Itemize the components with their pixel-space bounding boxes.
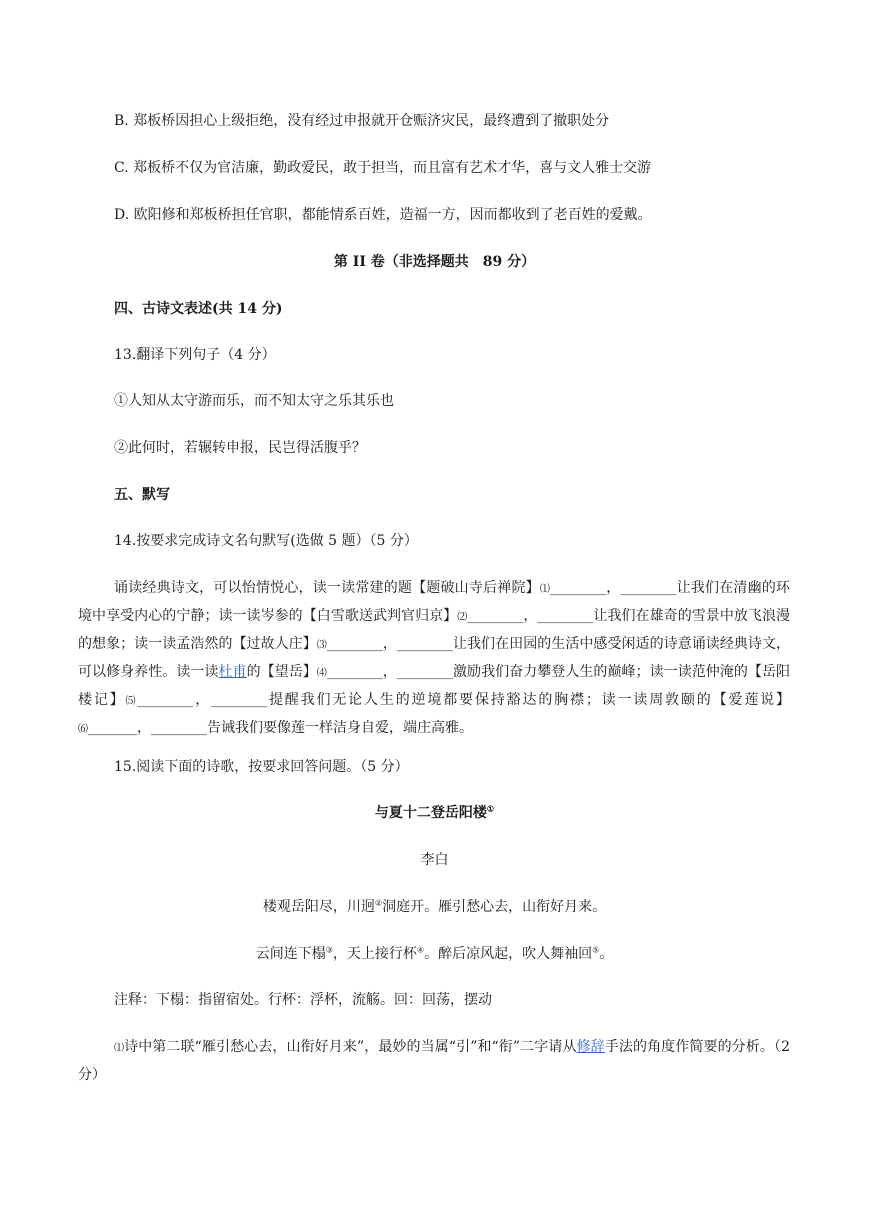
option-b: B. 郑板桥因担心上级拒绝，没有经过申报就开仓赈济灾民，最终遭到了撤职处分	[114, 113, 610, 129]
poem-notes: 注释：下榻：指留宿处。行杯：浮杯，流觞。回：回荡，摆动	[114, 992, 492, 1008]
sentence-1: ①人知从太守游而乐，而不知太守之乐其乐也	[114, 393, 394, 409]
para-text: ________，________激励我们奋力攀登人生的巅峰；读一读范仲淹的【岳阳楼记】	[78, 664, 791, 708]
link-du-fu[interactable]: 杜甫	[218, 664, 247, 680]
note-marker: ③	[325, 945, 333, 955]
poem-author: 李白	[420, 852, 449, 868]
question-14: 14.按要求完成诗文名句默写(选做 5 题）（5 分）	[114, 533, 418, 549]
question-text: 诗中第二联“雁引愁心去，山衔好月来”，最妙的当属“引”和“衔”二字请从	[124, 1039, 577, 1055]
para-text: ________，________提醒我们无论人生的逆境都要保持豁达的胸襟；读一读周敦颐的【爱莲说】	[137, 692, 791, 708]
para-text: 诵读经典诗文，可以怡情悦心，读一读常建的题【题破山寺后禅院】	[114, 580, 540, 596]
blank-number: ⑸	[125, 696, 138, 707]
poem-line-1	[0, 897, 869, 917]
note-marker: ①	[486, 803, 495, 814]
option-d: D. 欧阳修和郑板桥担任官职，都能情系百姓，造福一方，因而都收到了老百姓的爱戴。	[114, 207, 652, 223]
note-marker: ⑤	[592, 945, 600, 955]
para-text: ________，________让我们在田园的生活中感受闲适的诗意诵读经典诗文，可以修身养性。读一读	[78, 636, 791, 680]
subquestion-number: ⑴	[114, 1043, 125, 1054]
note-marker: ④	[416, 945, 425, 955]
part2-title: 第 II 卷（非选择题共 89 分）	[333, 254, 536, 270]
poem-text: ，天上接行杯	[332, 946, 417, 962]
para-text: 的【望岳】	[246, 664, 317, 680]
section5-heading: 五、默写	[114, 487, 170, 503]
poem-text: 。醉后凉风起，吹人舞袖回	[424, 946, 593, 962]
blank-number: ⑹	[78, 724, 88, 735]
link-rhetoric[interactable]: 修辞	[576, 1039, 605, 1055]
option-c: C. 郑板桥不仅为官洁廉，勤政爱民，敢于担当，而且富有艺术才华，喜与文人雅士交游	[114, 160, 652, 176]
para-text: ________，________让我们在雄奇的雪景中放飞浪漫的想象；读一读孟浩然的【过故人庄】	[78, 608, 791, 652]
poem-title	[0, 803, 869, 823]
section4-heading: 四、古诗文表述(共 14 分)	[114, 301, 283, 317]
poem-line-2	[0, 944, 869, 964]
question-text: 手法的角度作简要的分析。（2 分）	[78, 1039, 790, 1083]
note-marker: ②	[374, 898, 383, 908]
recitation-paragraph	[78, 575, 790, 743]
para-text: _______，________告诫我们要像莲一样洁身自爱，端庄高雅。	[88, 720, 473, 736]
question-15: 15.阅读下面的诗歌，按要求回答问题。（5 分）	[114, 759, 409, 775]
poem-text: 云间连下榻	[255, 946, 326, 962]
sentence-2: ②此何时，若辗转申报，民岂得活腹乎？	[114, 440, 366, 456]
poem-title-text: 与夏十二登岳阳楼	[374, 805, 487, 821]
blank-number: ⑶	[316, 640, 327, 651]
poem-text: 楼观岳阳尽，川迥	[262, 899, 375, 915]
question-13: 13.翻译下列句子（4 分）	[114, 347, 276, 363]
poem-text: 。	[599, 946, 614, 962]
poem-text: 洞庭开。雁引愁心去，山衔好月来。	[382, 899, 607, 915]
blank-number: ⑵	[457, 612, 468, 623]
question-15-1	[78, 1034, 790, 1088]
blank-number: ⑷	[316, 668, 327, 679]
para-text: ________，________让我们在清幽的环境中享受内心的宁静；读一读岑参的【白雪歌送武判官归京】	[78, 580, 791, 624]
blank-number: ⑴	[539, 584, 551, 595]
